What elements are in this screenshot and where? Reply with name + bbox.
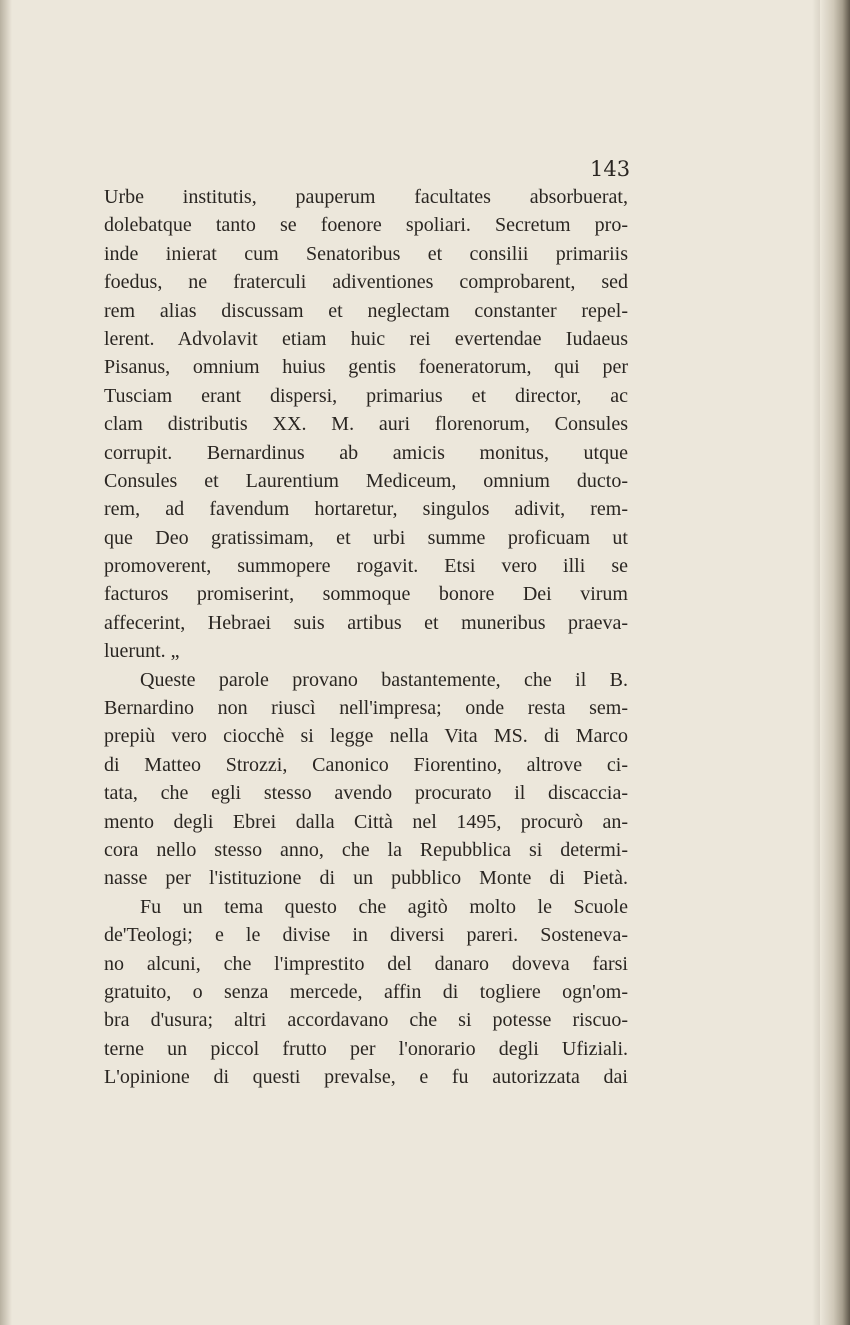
text-line: mento degli Ebrei dalla Città nel 1495, procurò an- <box>104 810 628 833</box>
text-line: inde inierat cum Senatoribus et consilii primariis <box>104 242 628 265</box>
text-line: bra d'usura; altri accordavano che si potesse riscuo- <box>104 1009 628 1032</box>
text-line: dolebatque tanto se foenore spoliari. Secretum pro- <box>104 214 628 237</box>
text-line: terne un piccol frutto per l'onorario degli Ufiziali. <box>104 1037 628 1060</box>
text-line: di Matteo Strozzi, Canonico Fiorentino, altrove ci- <box>104 753 628 776</box>
text-line: gratuito, o senza mercede, affin di togliere ogn'om- <box>104 980 628 1003</box>
text-line: rem alias discussam et neglectam constanter repel- <box>104 299 628 322</box>
text-line: Bernardino non riuscì nell'impresa; onde resta sem- <box>104 697 628 720</box>
text-line: que Deo gratissimam, et urbi summe proficuam ut <box>104 526 628 549</box>
text-line: Urbe institutis, pauperum facultates absorbuerat, <box>104 186 628 208</box>
page-number: 143 <box>590 157 631 181</box>
body-text <box>104 183 628 1092</box>
text-line: de'Teologi; e le divise in diversi pareri. Sosteneva- <box>104 924 628 947</box>
text-line: promoverent, summopere rogavit. Etsi vero illi se <box>104 555 628 578</box>
text-line: cora nello stesso anno, che la Repubblica si determi- <box>104 838 628 861</box>
text-line: rem, ad favendum hortaretur, singulos adivit, rem- <box>104 498 628 521</box>
text-line: tata, che egli stesso avendo procurato il discaccia- <box>104 782 628 805</box>
text-line: facturos promiserint, sommoque bonore Dei virum <box>104 583 628 606</box>
text-line: foedus, ne fraterculi adiventiones comprobarent, sed <box>104 271 628 294</box>
text-line: Consules et Laurentium Mediceum, omnium ducto- <box>104 469 628 492</box>
text-line: corrupit. Bernardinus ab amicis monitus, utque <box>104 441 628 464</box>
text-line: nasse per l'istituzione di un pubblico Monte di Pietà. <box>104 867 628 890</box>
page-left-edge <box>0 0 12 1325</box>
text-line: clam distributis XX. M. auri florenorum, Consules <box>104 413 628 436</box>
text-line: no alcuni, che l'imprestito del danaro doveva farsi <box>104 952 628 975</box>
page-right-edge <box>820 0 850 1325</box>
text-line: Pisanus, omnium huius gentis foeneratorum, qui per <box>104 356 628 379</box>
text-line: luerunt. „ <box>104 640 180 663</box>
text-line: Queste parole provano bastantemente, che il B. <box>140 668 628 691</box>
text-line: prepiù vero ciocchè si legge nella Vita MS. di Marco <box>104 725 628 748</box>
page-crease <box>812 0 820 1325</box>
text-line: Fu un tema questo che agitò molto le Scuole <box>140 895 628 918</box>
text-line: lerent. Advolavit etiam huic rei evertendae Iudaeus <box>104 327 628 350</box>
text-line: affecerint, Hebraei suis artibus et muneribus praeva- <box>104 611 628 634</box>
text-line: Tusciam erant dispersi, primarius et director, ac <box>104 384 628 407</box>
text-line: L'opinione di questi prevalse, e fu autorizzata dai <box>104 1066 628 1089</box>
